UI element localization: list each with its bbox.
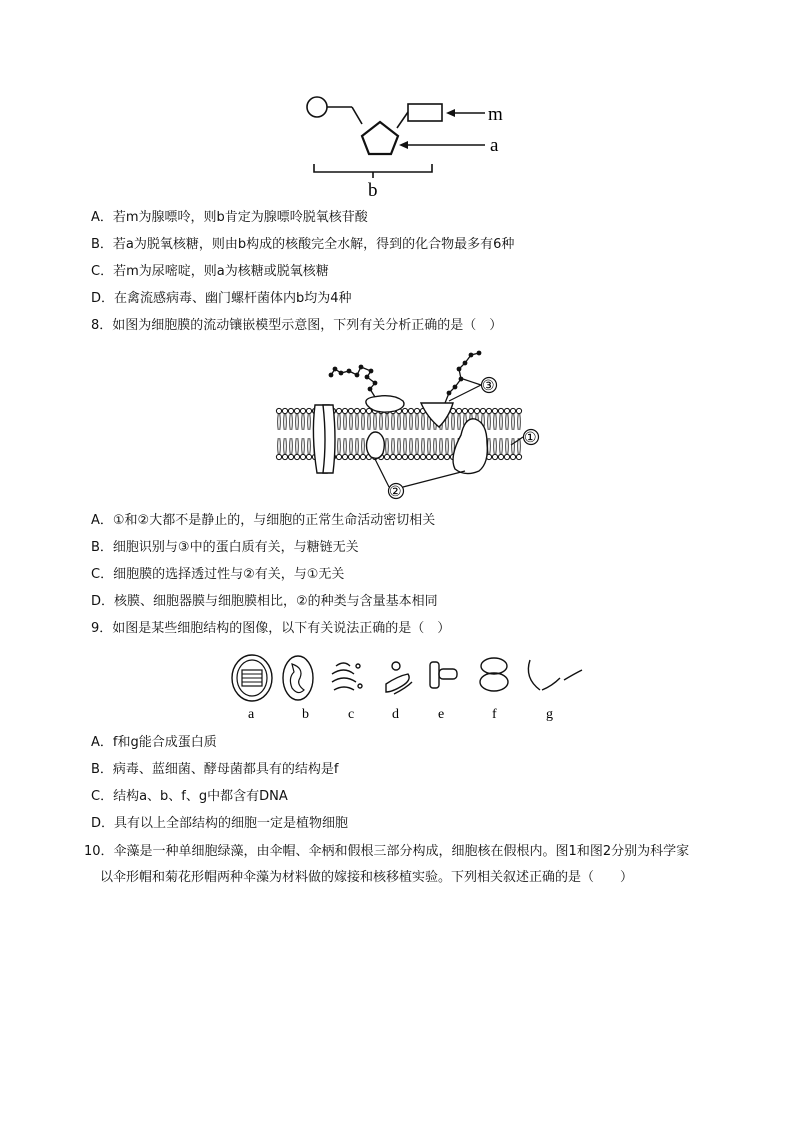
organelle-g <box>528 660 582 690</box>
phospholipid-tail <box>278 438 279 454</box>
phospholipid-tail <box>500 438 501 454</box>
phospholipid-tail <box>398 438 399 454</box>
phospholipid-head <box>516 408 521 413</box>
phospholipid-tail <box>446 438 447 454</box>
phospholipid-tail <box>298 414 299 430</box>
phospholipid-tail <box>418 438 419 454</box>
phospholipid-tail <box>406 438 407 454</box>
phospholipid-tail <box>302 414 303 430</box>
phospholipid-tail <box>278 414 279 430</box>
q9-option-d: D．具有以上全部结构的细胞一定是植物细胞 <box>91 816 349 831</box>
phospholipid-head <box>282 454 287 459</box>
phospholipid-head <box>498 408 503 413</box>
phospholipid-tail <box>344 438 345 454</box>
label-3: ③ <box>482 379 495 394</box>
phospholipid-tail <box>352 438 353 454</box>
phospholipid-head <box>348 454 353 459</box>
phospholipid-head <box>402 454 407 459</box>
phospholipid-head <box>510 454 515 459</box>
q9-option-c: C．结构a、b、f、g中都含有DNA <box>91 789 288 804</box>
phospholipid-tail <box>302 438 303 454</box>
phospholipid-head <box>420 454 425 459</box>
phospholipid-tail <box>386 438 387 454</box>
phospholipid-head <box>300 454 305 459</box>
phospholipid-head <box>354 408 359 413</box>
phospholipid-tail <box>434 438 435 454</box>
phospholipid-tail <box>350 414 351 430</box>
q9-stem: 9．如图是某些细胞结构的图像，以下有关说法正确的是（ ） <box>91 621 451 636</box>
phospholipid-tail <box>416 438 417 454</box>
surface-protein <box>366 396 404 412</box>
phospholipid-tail <box>502 438 503 454</box>
phospholipid-tail <box>412 438 413 454</box>
phospholipid-tail <box>436 438 437 454</box>
phospholipid-head <box>462 408 467 413</box>
phospholipid-tail <box>406 414 407 430</box>
phospholipid-tail <box>424 438 425 454</box>
q7-option-b: B．若a为脱氧核糖，则由b构成的核酸完全水解，得到的化合物最多有6种 <box>91 237 515 252</box>
phospholipid-tail <box>490 414 491 430</box>
q10-stem-line1: 10．伞藻是一种单细胞绿藻，由伞帽、伞柄和假根三部分构成，细胞核在假根内。图1和图2分别为科学家 <box>84 844 690 859</box>
phospholipid-tail <box>520 438 521 454</box>
label-2: ② <box>389 485 402 500</box>
phospholipid-tail <box>512 438 513 454</box>
phospholipid-head <box>414 454 419 459</box>
phosphate-circle <box>307 97 327 117</box>
phospholipid-tail <box>362 438 363 454</box>
phospholipid-head <box>294 408 299 413</box>
pentose-pentagon <box>362 122 398 154</box>
phospholipid-head <box>294 454 299 459</box>
phospholipid-head <box>276 408 281 413</box>
phospholipid-tail <box>416 414 417 430</box>
phospholipid-head <box>276 454 281 459</box>
phospholipid-head <box>504 454 509 459</box>
phospholipid-tail <box>410 438 411 454</box>
label-m: m <box>488 104 503 125</box>
phospholipid-tail <box>358 414 359 430</box>
phospholipid-head <box>306 454 311 459</box>
phospholipid-head <box>486 408 491 413</box>
label-c: c <box>348 707 355 722</box>
q8-option-d: D．核膜、细胞器膜与细胞膜相比，②的种类与含量基本相同 <box>91 594 438 609</box>
phospholipid-head <box>342 454 347 459</box>
phospholipid-tail <box>386 414 387 430</box>
phospholipid-tail <box>502 414 503 430</box>
label-e: e <box>438 707 445 722</box>
phospholipid-tail <box>356 414 357 430</box>
phospholipid-tail <box>286 438 287 454</box>
phospholipid-tail <box>308 414 309 430</box>
phospholipid-head <box>480 408 485 413</box>
phospholipid-tail <box>340 438 341 454</box>
phospholipid-tail <box>490 438 491 454</box>
phospholipid-tail <box>310 438 311 454</box>
phospholipid-tail <box>394 438 395 454</box>
phospholipid-tail <box>304 438 305 454</box>
phospholipid-tail <box>424 414 425 430</box>
q8-option-c: C．细胞膜的选择透过性与②有关，与①无关 <box>91 567 345 582</box>
phospholipid-head <box>306 408 311 413</box>
phospholipid-head <box>468 408 473 413</box>
phospholipid-tail <box>410 414 411 430</box>
label-b: b <box>302 707 309 722</box>
phospholipid-tail <box>400 438 401 454</box>
phospholipid-tail <box>338 438 339 454</box>
phospholipid-head <box>414 408 419 413</box>
phospholipid-tail <box>364 438 365 454</box>
phospholipid-tail <box>412 414 413 430</box>
phospholipid-tail <box>460 414 461 430</box>
phospholipid-head <box>354 454 359 459</box>
phospholipid-head <box>492 454 497 459</box>
phospholipid-tail <box>488 414 489 430</box>
phospholipid-head <box>438 454 443 459</box>
phospholipid-tail <box>496 438 497 454</box>
phospholipid-tail <box>280 438 281 454</box>
phospholipid-head <box>426 454 431 459</box>
phospholipid-head <box>504 408 509 413</box>
phospholipid-head <box>336 408 341 413</box>
phospholipid-tail <box>404 414 405 430</box>
phospholipid-tail <box>448 438 449 454</box>
phospholipid-tail <box>338 414 339 430</box>
organelle-c <box>332 663 362 690</box>
phospholipid-tail <box>422 438 423 454</box>
phospholipid-tail <box>452 438 453 454</box>
phospholipid-head <box>288 454 293 459</box>
phospholipid-tail <box>296 414 297 430</box>
phospholipid-tail <box>358 438 359 454</box>
phospholipid-tail <box>376 414 377 430</box>
label-g: g <box>546 707 553 722</box>
organelle-e <box>430 662 457 688</box>
phospholipid-head <box>348 408 353 413</box>
phospholipid-head <box>444 454 449 459</box>
phospholipid-tail <box>514 414 515 430</box>
phospholipid-tail <box>520 414 521 430</box>
phospholipid-tail <box>286 414 287 430</box>
phospholipid-tail <box>292 438 293 454</box>
phospholipid-tail <box>500 414 501 430</box>
phospholipid-head <box>402 408 407 413</box>
phospholipid-tail <box>356 438 357 454</box>
phospholipid-head <box>282 408 287 413</box>
phospholipid-tail <box>362 414 363 430</box>
phospholipid-tail <box>494 414 495 430</box>
glycan-chain-left <box>331 367 375 397</box>
phospholipid-tail <box>494 438 495 454</box>
phospholipid-head <box>360 454 365 459</box>
q8-option-b: B．细胞识别与③中的蛋白质有关，与糖链无关 <box>91 540 359 555</box>
brace-b <box>314 164 432 178</box>
phospholipid-tail <box>506 438 507 454</box>
phospholipid-head <box>510 408 515 413</box>
phospholipid-head <box>300 408 305 413</box>
organelle-a <box>232 655 272 701</box>
phospholipid-tail <box>388 414 389 430</box>
phospholipid-tail <box>284 414 285 430</box>
phospholipid-tail <box>298 438 299 454</box>
label-1: ① <box>524 431 537 446</box>
phospholipid-tail <box>428 438 429 454</box>
phospholipid-tail <box>346 414 347 430</box>
phospholipid-tail <box>454 414 455 430</box>
phospholipid-tail <box>398 414 399 430</box>
phospholipid-tail <box>380 414 381 430</box>
phospholipid-tail <box>506 414 507 430</box>
membrane-diagram <box>275 345 545 505</box>
phospholipid-head <box>342 408 347 413</box>
phospholipid-head <box>498 454 503 459</box>
phospholipid-tail <box>394 414 395 430</box>
phospholipid-tail <box>430 438 431 454</box>
label-a: a <box>248 707 255 722</box>
phospholipid-tail <box>400 414 401 430</box>
phospholipid-head <box>396 454 401 459</box>
q7-option-c: C．若m为尿嘧啶，则a为核糖或脱氧核糖 <box>91 264 329 279</box>
phospholipid-tail <box>388 438 389 454</box>
organelle-f <box>480 658 508 691</box>
phospholipid-tail <box>340 414 341 430</box>
phospholipid-tail <box>508 414 509 430</box>
phospholipid-head <box>408 454 413 459</box>
phospholipid-tail <box>508 438 509 454</box>
embedded-protein <box>367 432 385 458</box>
organelle-b <box>283 656 313 700</box>
phospholipid-head <box>360 408 365 413</box>
label-d: d <box>392 707 399 722</box>
phospholipid-tail <box>368 414 369 430</box>
phospholipid-tail <box>392 438 393 454</box>
phospholipid-tail <box>364 414 365 430</box>
phospholipid-tail <box>392 414 393 430</box>
q8-option-a: A．①和②大都不是静止的，与细胞的正常生命活动密切相关 <box>91 513 436 528</box>
phospholipid-head <box>336 454 341 459</box>
q9-option-b: B．病毒、蓝细菌、酵母菌都具有的结构是f <box>91 762 339 777</box>
phospholipid-head <box>408 408 413 413</box>
q8-stem: 8．如图为细胞膜的流动镶嵌模型示意图，下列有关分析正确的是（ ） <box>91 318 503 333</box>
phospholipid-head <box>492 408 497 413</box>
phospholipid-tail <box>418 414 419 430</box>
phospholipid-head <box>384 454 389 459</box>
phospholipid-tail <box>296 438 297 454</box>
nucleotide-diagram <box>300 92 520 202</box>
phospholipid-tail <box>346 438 347 454</box>
phospholipid-tail <box>290 414 291 430</box>
phospholipid-tail <box>452 414 453 430</box>
phospholipid-tail <box>304 414 305 430</box>
phospholipid-head <box>516 454 521 459</box>
q7-option-d: D．在禽流感病毒、幽门螺杆菌体内b均为4种 <box>91 291 352 306</box>
phospholipid-head <box>456 408 461 413</box>
phospholipid-tail <box>422 414 423 430</box>
phospholipid-tail <box>284 438 285 454</box>
q9-option-a: A．f和g能合成蛋白质 <box>91 735 217 750</box>
phospholipid-tail <box>442 438 443 454</box>
phospholipid-tail <box>280 414 281 430</box>
label-b: b <box>368 180 378 201</box>
phospholipid-tail <box>496 414 497 430</box>
label-f: f <box>492 707 497 722</box>
phospholipid-tail <box>352 414 353 430</box>
organelle-d <box>386 662 412 694</box>
phospholipid-tail <box>370 414 371 430</box>
phospholipid-tail <box>308 438 309 454</box>
phospholipid-tail <box>310 414 311 430</box>
base-box <box>408 104 442 121</box>
phospholipid-tail <box>512 414 513 430</box>
phospholipid-tail <box>374 414 375 430</box>
phospholipid-tail <box>292 414 293 430</box>
phospholipid-tail <box>404 438 405 454</box>
phospholipid-tail <box>344 414 345 430</box>
phospholipid-head <box>474 408 479 413</box>
phospholipid-tail <box>382 414 383 430</box>
organelles-diagram <box>222 652 602 724</box>
label-a: a <box>490 135 499 156</box>
phospholipid-tail <box>458 414 459 430</box>
q7-option-a: A．若m为腺嘌呤，则b肯定为腺嘌呤脱氧核苷酸 <box>91 210 368 225</box>
phospholipid-tail <box>514 438 515 454</box>
phospholipid-tail <box>350 438 351 454</box>
phospholipid-head <box>288 408 293 413</box>
phospholipid-tail <box>518 414 519 430</box>
phospholipid-tail <box>440 438 441 454</box>
phospholipid-head <box>432 454 437 459</box>
q10-stem-line2: 以伞形帽和菊花形帽两种伞藻为材料做的嫁接和核移植实验。下列相关叙述正确的是（ ） <box>100 870 634 885</box>
phospholipid-head <box>390 454 395 459</box>
phospholipid-tail <box>290 438 291 454</box>
